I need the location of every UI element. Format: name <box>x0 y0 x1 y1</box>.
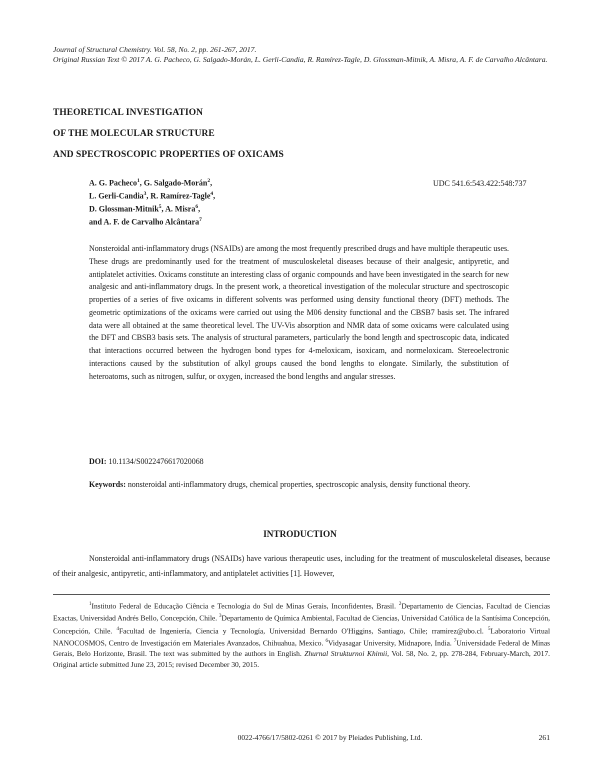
affiliation-text: Instituto Federal de Educação Ciência e Tecnologia do Sul de Minas Gerais, Inconfidentes, Brasil. <box>91 601 399 611</box>
author-list <box>89 176 389 228</box>
author-name: G. Salgado-Morán <box>143 178 208 188</box>
author-name: A. Misra <box>165 204 196 214</box>
affiliation-text: Universidade Federal de Minas Gerais, Belo Horizonte, Brasil. The text was submitted by the authors in English. <box>53 638 550 659</box>
footnote-mark: 6 <box>325 638 329 644</box>
author-affiliation-mark: 7 <box>199 217 202 224</box>
author-affiliation-mark: 4 <box>210 191 214 198</box>
affiliations-footnote <box>53 600 550 671</box>
footnote-mark: 1 <box>89 602 92 607</box>
original-journal-details: , Vol. 58, No. 2, pp. 278-284, February-March, 2017. Original article submitted June 23, 2015; revised December 30, 2015. <box>53 649 550 669</box>
author-name: A. G. Pacheco <box>89 178 137 188</box>
footnote-mark: 2 <box>398 602 402 607</box>
abstract-text: Nonsteroidal anti-inflammatory drugs (NSAIDs) are among the most frequently prescribed drugs and have multiple therapeutic uses. These drugs are predominantly used for the treatment of musculoskeletal diseases because of their analgesic, antipyretic, and antiplatelet activities. Oxicams constitute an interesting class of organic compounds and have been investigated in the search for new analgesic and anti-inflammatory drugs. In the present work, a theoretical investigation of the molecular structure and spectroscopic properties of a series of five oxicams in different solvents was performed using density functional theory (DFT) methods. The geometric optimizations of the oxicams were carried out using the M06 density functional and the CBSB7 basis set. The infrared data were all obtained at the same theoretical level. The UV-Vis absorption and NMR data of some oxicams were calculated using the DFT and CBSB3 basis sets. The analysis of structural parameters, particularly the bond length and spectroscopic data, indicated that interactions occurred between the hydrogen bond types for 4-meloxicam, isoxicam, and normeloxicam. Stereoelectronic interactions caused by the substitution of alkyl groups caused the bond lengths to elongate. Similarly, the substitution of heteroatoms, such as nitrogen, sulfur, or oxygen, increased the bond lengths and angular stresses. <box>89 244 509 381</box>
author-affiliation-mark: 3 <box>143 191 147 198</box>
footnote-mark: 4 <box>116 626 119 632</box>
page-number: 261 <box>538 733 550 742</box>
author-line: D. Glossman-Mitnik$^5$, A. Misra$^6$, <box>89 204 201 214</box>
keywords-label: Keywords: <box>89 480 126 489</box>
keywords-value: nonsteroidal anti-inflammatory drugs, chemical properties, spectroscopic analysis, density functional theory. <box>127 480 471 489</box>
footnote-mark: 5 <box>488 626 491 632</box>
title-line-1: THEORETICAL INVESTIGATION <box>53 108 204 118</box>
author-line: and A. F. de Carvalho Alcântara$^7$ <box>89 217 202 227</box>
journal-citation-line: Journal of Structural Chemistry. Vol. 58, No. 2, pp. 261-267, 2017. <box>53 45 257 54</box>
author-name: D. Glossman-Mitnik <box>89 204 159 214</box>
title-line-3: AND SPECTROSCOPIC PROPERTIES OF OXICAMS <box>53 150 284 160</box>
author-affiliation-mark: 5 <box>158 204 162 211</box>
article-title <box>53 103 473 166</box>
author-name: L. Gerli-Candia <box>89 191 144 201</box>
footnote-mark: 7 <box>453 638 457 644</box>
original-journal-name: Zhurnal Strukturnoi Khimii <box>304 649 388 659</box>
affiliation-text: Vidyasagar University, Midnapore, India. <box>328 638 454 648</box>
journal-header <box>53 45 553 65</box>
affiliation-text: Departamento de Ciencias, Facultad de Ciencias Exactas, Universidad Andrés Bello, Concepción, Chile. <box>53 601 551 623</box>
title-line-2: OF THE MOLECULAR STRUCTURE <box>53 129 215 139</box>
doi-line <box>89 456 509 467</box>
doi-label: DOI: <box>89 457 107 466</box>
section-heading-introduction: INTRODUCTION <box>263 529 337 539</box>
author-affiliation-mark: 6 <box>195 204 199 211</box>
affiliation-text: Departamento de Química Ambiental, Facultad de Ciencias, Universidad Católica de la Santísima Concepción, Concepción, Chile. <box>53 613 551 635</box>
doi-value[interactable]: 10.1134/S0022476617020068 <box>108 457 204 466</box>
affiliation-text: Laboratorio Virtual NANOCOSMOS, Centro de Investigación em Materiales Avanzados, Chihuahua, Mexico. <box>53 626 550 648</box>
copyright-line: 0022-4766/17/5802-0261 © 2017 by Pleiades Publishing, Ltd. <box>237 733 423 742</box>
author-line: A. G. Pacheco$^1$, G. Salgado-Morán$^2$, <box>89 178 213 188</box>
introduction-paragraph: Nonsteroidal anti-inflammatory drugs (NSAIDs) have various therapeutic uses, including for the treatment of musculoskeletal diseases, because of their analgesic, antipyretic, anti-inflammatory, and antiplatelet activities [1]. However, <box>53 554 550 578</box>
author-name: R. Ramírez-Tagle <box>150 191 211 201</box>
udc-code: UDC 541.6:543.422:548:737 <box>433 179 527 188</box>
keywords-block <box>89 478 509 491</box>
footnote-divider <box>53 594 550 595</box>
author-affiliation-mark: 2 <box>207 178 211 184</box>
author-affiliation-mark: 1 <box>137 178 140 184</box>
footnote-mark: 3 <box>219 614 222 620</box>
affiliation-text: Facultad de Ingeniería, Ciencia y Tecnología, Universidad Bernardo O'Higgins, Santiago, Chile; rramirez@ubo.cl. <box>118 626 489 635</box>
original-text-line: Original Russian Text © 2017 A. G. Pacheco, G. Salgado-Morán, L. Gerli-Candia, R. Ramírez-Tagle, D. Glossman-Mitnik, A. Misra, A. F. de Carvalho Alcântara. <box>53 55 548 65</box>
author-line: L. Gerli-Candia$^3$, R. Ramírez-Tagle$^4$, <box>89 191 216 201</box>
author-name: A. F. de Carvalho Alcântara <box>103 217 200 227</box>
